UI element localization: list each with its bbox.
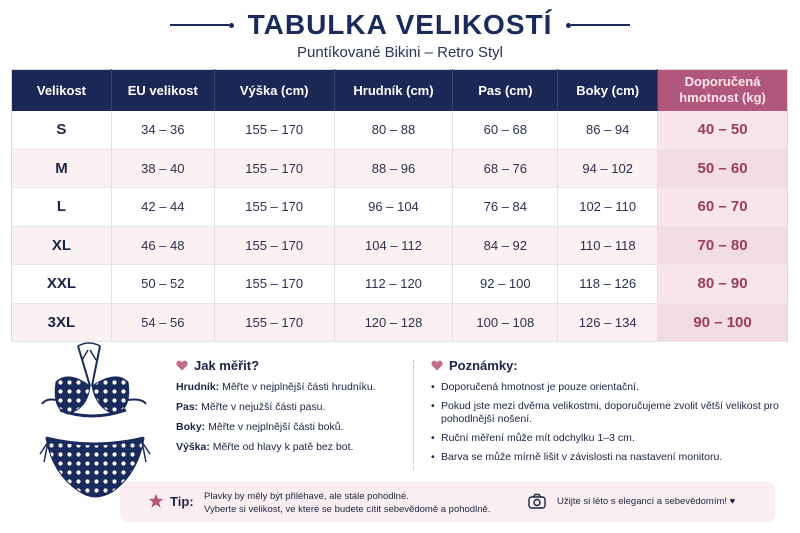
measure-item (176, 401, 406, 413)
table-row (12, 188, 788, 227)
section-divider (413, 360, 414, 470)
heart-icon (431, 360, 443, 371)
tip-line-1: Plavky by měly být přiléhavé, ale stále pohodlné. (204, 491, 409, 502)
table-cell: 155 – 170 (214, 111, 334, 150)
col-header-height: Výška (cm) (214, 70, 334, 111)
col-header-hips: Boky (cm) (558, 70, 658, 111)
table-cell: 54 – 56 (111, 303, 214, 342)
table-cell: 104 – 112 (334, 226, 453, 265)
table-cell: 76 – 84 (453, 188, 558, 227)
tip-box (120, 482, 775, 522)
how-to-measure-section (176, 358, 406, 461)
cell-weight: 60 – 70 (658, 188, 788, 227)
cell-weight: 70 – 80 (658, 226, 788, 265)
star-icon (148, 493, 164, 509)
measure-item (176, 381, 406, 393)
table-cell: 155 – 170 (214, 149, 334, 188)
cell-size: L (12, 188, 112, 227)
table-cell: 42 – 44 (111, 188, 214, 227)
table-row (12, 149, 788, 188)
table-header-row (12, 70, 788, 111)
measure-text: Měřte v nejplnější části hrudníku. (222, 381, 376, 393)
col-header-eu: EU velikost (111, 70, 214, 111)
cell-size: XL (12, 226, 112, 265)
measure-text: Měřte v nejužší části pasu. (201, 401, 326, 413)
table-cell: 86 – 94 (558, 111, 658, 150)
table-cell: 50 – 52 (111, 265, 214, 304)
table-row (12, 111, 788, 150)
table-cell: 118 – 126 (558, 265, 658, 304)
tip-label: Tip: (170, 494, 194, 509)
table-cell: 155 – 170 (214, 303, 334, 342)
camera-icon (528, 493, 546, 510)
table-cell: 88 – 96 (334, 149, 453, 188)
notes-heading (431, 358, 781, 373)
size-table (11, 69, 788, 342)
tip-line-2: Vyberte si velikost, ve které se budete cítit sebevědomě a pohodlně. (204, 504, 491, 515)
page-subtitle: Puntíkované Bikini – Retro Styl (297, 44, 503, 61)
note-item: • Ruční měření může mít odchylku 1–3 cm. (431, 432, 781, 445)
cell-weight: 80 – 90 (658, 265, 788, 304)
how-to-measure-title: Jak měřit? (194, 358, 260, 373)
header (0, 0, 800, 68)
col-header-waist: Pas (cm) (453, 70, 558, 111)
table-cell: 46 – 48 (111, 226, 214, 265)
table-cell: 68 – 76 (453, 149, 558, 188)
table-cell: 80 – 88 (334, 111, 453, 150)
table-row (12, 226, 788, 265)
table-cell: 92 – 100 (453, 265, 558, 304)
col-header-size: Velikost (12, 70, 112, 111)
table-row (12, 303, 788, 342)
measure-label: Pas: (176, 401, 199, 413)
cell-size: M (12, 149, 112, 188)
measure-text: Měřte v nejplnější části boků. (208, 421, 344, 433)
table-cell: 102 – 110 (558, 188, 658, 227)
cell-size: XXL (12, 265, 112, 304)
measure-label: Boky: (176, 421, 206, 433)
notes-list (431, 381, 781, 464)
table-cell: 100 – 108 (453, 303, 558, 342)
table-row (12, 265, 788, 304)
title-ornament-left (170, 23, 234, 28)
table-cell: 60 – 68 (453, 111, 558, 150)
table-cell: 155 – 170 (214, 188, 334, 227)
measure-item (176, 441, 406, 453)
col-header-chest: Hrudník (cm) (334, 70, 453, 111)
title-ornament-right (566, 23, 630, 28)
table-cell: 155 – 170 (214, 226, 334, 265)
measure-label: Výška: (176, 441, 210, 453)
cell-weight: 40 – 50 (658, 111, 788, 150)
measure-text: Měřte od hlavy k patě bez bot. (212, 441, 354, 453)
table-cell: 84 – 92 (453, 226, 558, 265)
tip-text (204, 490, 490, 516)
how-to-measure-list (176, 381, 406, 453)
title-row (0, 8, 800, 42)
table-cell: 126 – 134 (558, 303, 658, 342)
cell-weight: 50 – 60 (658, 149, 788, 188)
table-cell: 120 – 128 (334, 303, 453, 342)
note-item: • Pokud jste mezi dvěma velikostmi, doporučujeme zvolit větší velikost pro pohodlnější nošení. (431, 400, 781, 426)
table-cell: 38 – 40 (111, 149, 214, 188)
table-cell: 34 – 36 (111, 111, 214, 150)
table-cell: 96 – 104 (334, 188, 453, 227)
heart-icon (176, 360, 188, 371)
table-cell: 110 – 118 (558, 226, 658, 265)
page-title: TABULKA VELIKOSTÍ (247, 9, 553, 40)
measure-label: Hrudník: (176, 381, 220, 393)
table-cell: 112 – 120 (334, 265, 453, 304)
notes-section (431, 358, 781, 470)
measure-item (176, 421, 406, 433)
cell-size: S (12, 111, 112, 150)
note-item: • Barva se může mírně lišit v závislosti na nastavení monitoru. (431, 451, 781, 464)
table-cell: 155 – 170 (214, 265, 334, 304)
table-cell: 94 – 102 (558, 149, 658, 188)
note-item: • Doporučená hmotnost je pouze orientační. (431, 381, 781, 394)
col-header-weight: Doporučená hmotnost (kg) (658, 70, 788, 111)
how-to-measure-heading (176, 358, 406, 373)
cell-weight: 90 – 100 (658, 303, 788, 342)
cell-size: 3XL (12, 303, 112, 342)
notes-title: Poznámky: (449, 358, 518, 373)
tip-closing-text: Užijte si léto s elegancí a sebevědomím! ♥ (557, 496, 736, 507)
